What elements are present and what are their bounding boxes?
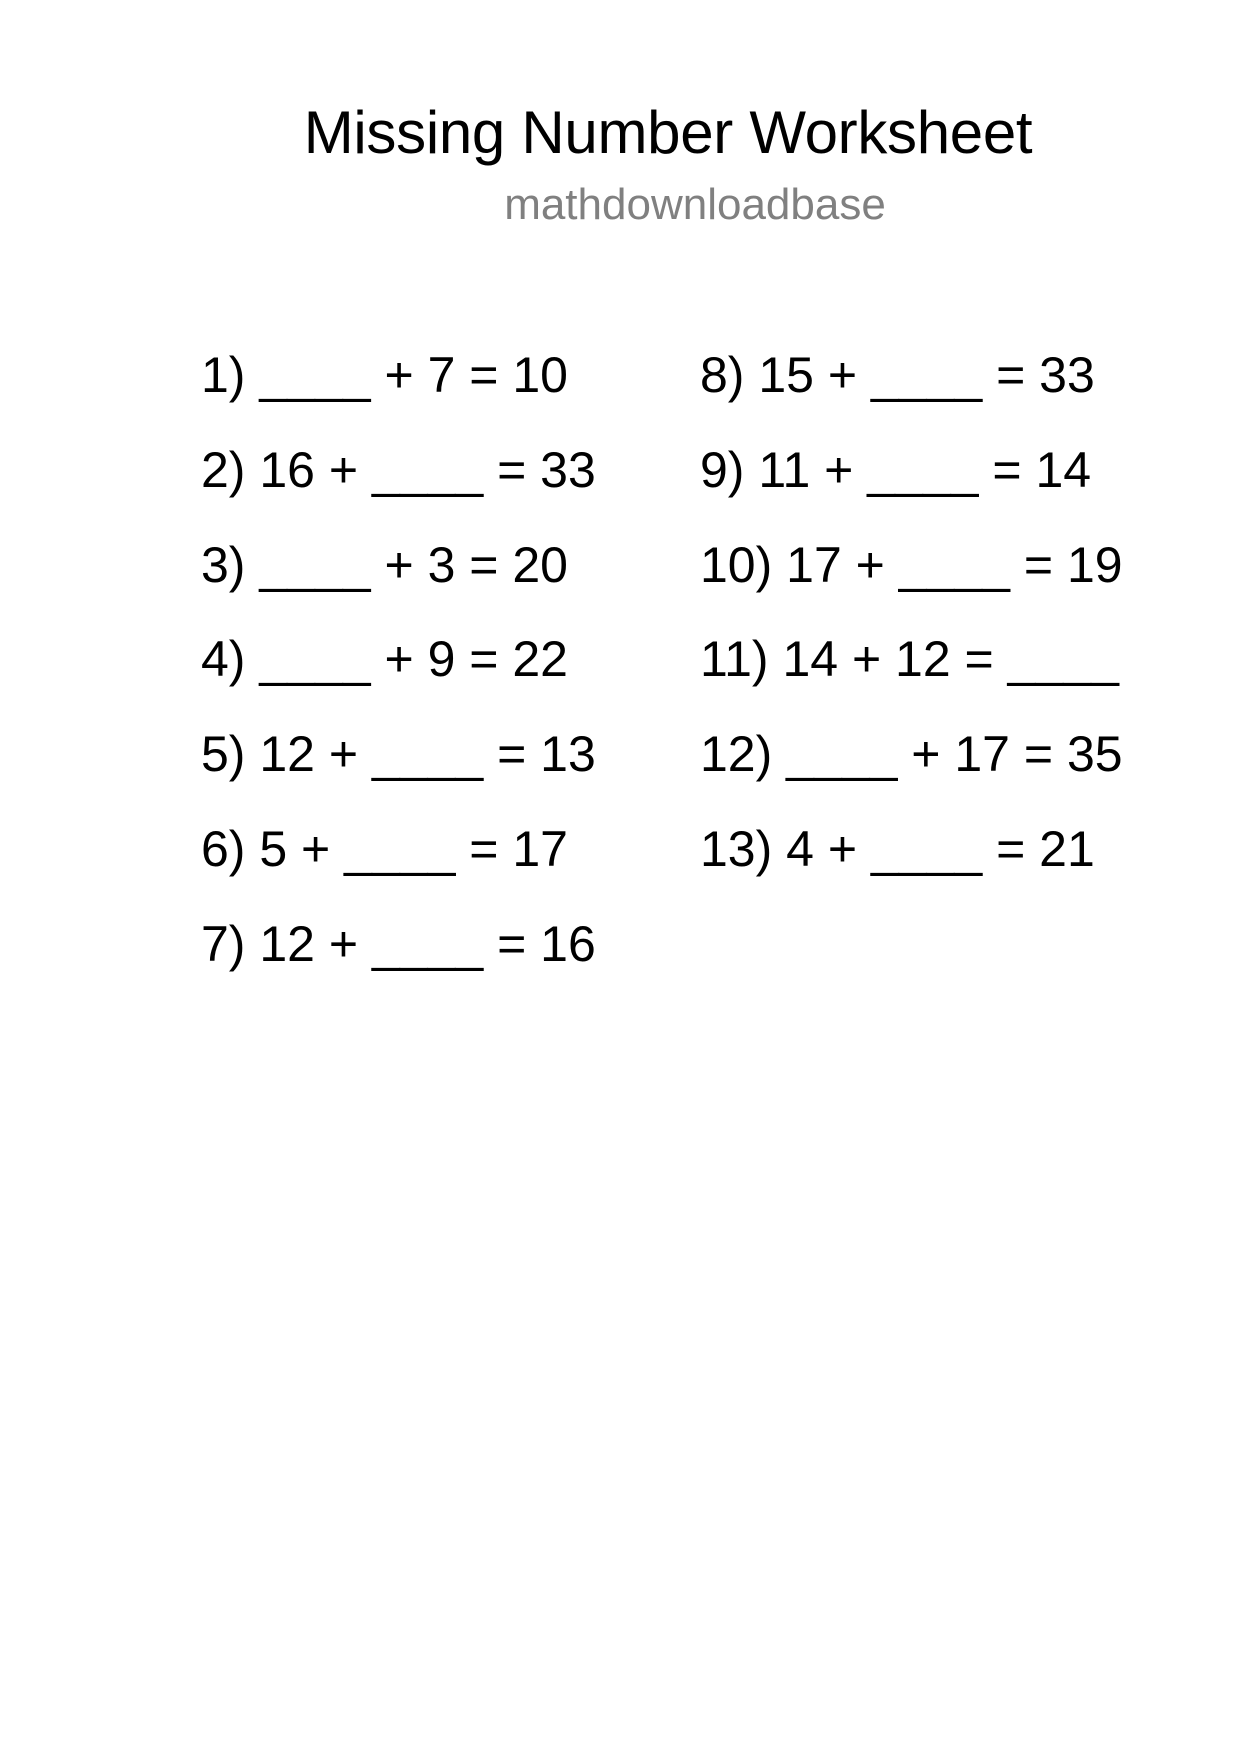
problem-11: 11) 14 + 12 = ____ bbox=[700, 631, 1119, 688]
worksheet-source: mathdownloadbase bbox=[504, 180, 886, 229]
problem-12: 12) ____ + 17 = 35 bbox=[700, 726, 1123, 783]
problem-1: 1) ____ + 7 = 10 bbox=[201, 347, 568, 403]
problem-9: 9) 11 + ____ = 14 bbox=[700, 441, 1092, 498]
problem-4: 4) ____ + 9 = 22 bbox=[201, 631, 568, 688]
problem-8: 8) 15 + ____ = 33 bbox=[700, 347, 1095, 403]
problem-7: 7) 12 + ____ = 16 bbox=[201, 915, 596, 972]
problem-5: 5) 12 + ____ = 13 bbox=[201, 726, 596, 783]
problem-10: 10) 17 + ____ = 19 bbox=[700, 536, 1123, 593]
problems-right-column bbox=[700, 345, 1123, 914]
problem-6: 6) 5 + ____ = 17 bbox=[201, 820, 568, 877]
worksheet-title: Missing Number Worksheet bbox=[303, 99, 1033, 166]
problems-left-column bbox=[201, 345, 596, 1009]
problem-3: 3) ____ + 3 = 20 bbox=[201, 536, 568, 593]
problem-2: 2) 16 + ____ = 33 bbox=[201, 441, 596, 498]
problem-13: 13) 4 + ____ = 21 bbox=[700, 820, 1095, 877]
